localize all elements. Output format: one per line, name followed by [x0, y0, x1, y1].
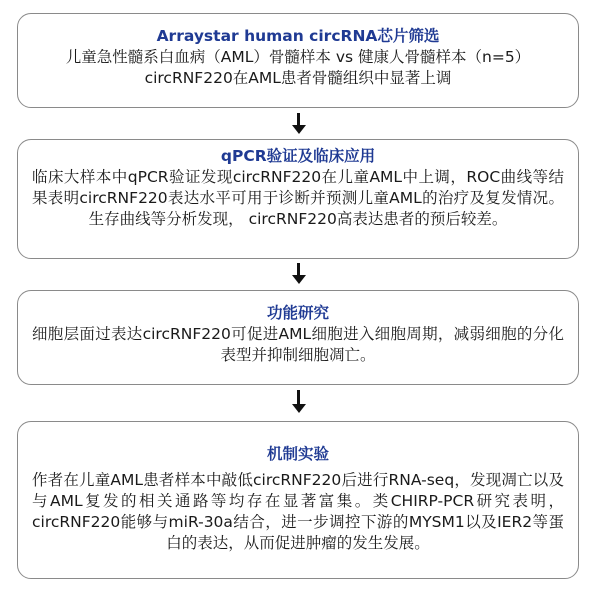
down-arrow-icon — [292, 390, 306, 414]
validation-text: 临床大样本中qPCR验证发现circRNF220在儿童AML中上调，ROC曲线等结果表明circRNF220表达水平可用于诊断并预测儿童AML的治疗及复发情况。生存曲线等分析发现， circRNF220高表达患者的预后较差。 — [32, 168, 564, 228]
down-arrow-icon — [292, 263, 306, 285]
validation-box — [17, 139, 579, 259]
down-arrow-icon — [292, 113, 306, 135]
mechanism-box — [17, 421, 579, 579]
function-box — [17, 290, 579, 385]
mechanism-title: 机制实验 — [266, 445, 329, 463]
screening-result-text: circRNF220在AML患者骨髓组织中显著上调 — [144, 69, 452, 87]
screening-title: Arraystar human circRNA芯片筛选 — [156, 27, 440, 45]
screening-comparison-text: 儿童急性髓系白血病（AML）骨髓样本 vs 健康人骨髓样本（n=5） — [65, 48, 531, 66]
mechanism-text: 作者在儿童AML患者样本中敲低circRNF220后进行RNA-seq，发现凋亡以及与AML复发的相关通路等均存在显著富集。类CHIRP-PCR研究表明， circRNF220能够与miR-30a结合，进一步调控下游的MYSM1以及IER2等蛋白的表达，从而促进肿瘤的发生发展。 — [32, 471, 564, 552]
function-title: 功能研究 — [266, 304, 329, 322]
screening-box — [17, 13, 579, 108]
function-text: 细胞层面过表达circRNF220可促进AML细胞进入细胞周期，减弱细胞的分化表型并抑制细胞凋亡。 — [32, 325, 564, 364]
validation-title: qPCR验证及临床应用 — [220, 147, 376, 165]
